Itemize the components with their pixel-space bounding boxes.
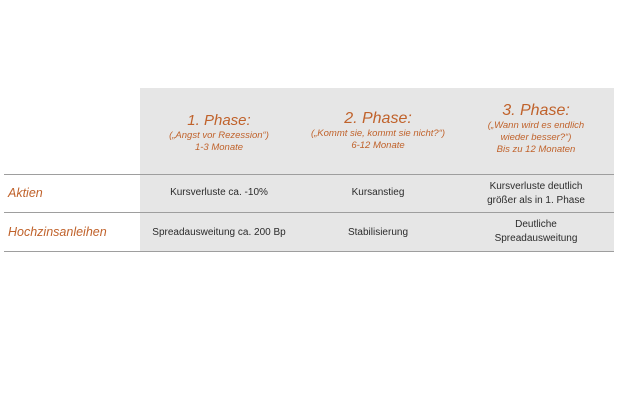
- phase-2-subtitle: („Kommt sie, kommt sie nicht?“): [310, 128, 446, 139]
- phase-3-duration: Bis zu 12 Monaten: [496, 144, 576, 155]
- phase-1-title: 1. Phase:: [187, 112, 251, 129]
- phase-3-subtitle-line1: („Wann wird es endlich: [487, 120, 585, 131]
- cell-hochzins-phase-2: Stabilisierung: [347, 227, 409, 238]
- phase-1-duration: 1-3 Monate: [194, 142, 244, 153]
- phase-2-title: 2. Phase:: [344, 110, 412, 127]
- cell-aktien-phase-3: [458, 180, 614, 208]
- row-label-aktien: Aktien: [8, 186, 43, 200]
- phase-1-subtitle: („Angst vor Rezession“): [169, 130, 269, 141]
- cell-aktien-phase-3-line1: Kursverluste deutlich: [489, 181, 583, 192]
- column-header-phase-3: [458, 88, 614, 174]
- cell-aktien-phase-3-line2: größer als in 1. Phase: [487, 195, 585, 206]
- cell-hochzins-phase-3-line1: Deutliche: [515, 219, 557, 230]
- row-divider: [4, 251, 614, 252]
- cell-hochzins-phase-3: [458, 218, 614, 246]
- column-header-phase-2: [298, 88, 458, 174]
- phase-2-duration: 6-12 Monate: [351, 140, 405, 151]
- cell-aktien-phase-2: Kursanstieg: [351, 187, 405, 198]
- row-divider: [4, 174, 614, 175]
- cell-hochzins-phase-1: Spreadausweitung ca. 200 Bp: [152, 227, 286, 238]
- row-divider: [4, 212, 614, 213]
- phase-3-subtitle-line2: wieder besser?“): [500, 132, 572, 143]
- phase-3-title: 3. Phase:: [502, 102, 570, 119]
- row-label-hochzinsanleihen: Hochzinsanleihen: [8, 225, 107, 239]
- cell-hochzins-phase-3-line2: Spreadausweitung: [494, 233, 578, 244]
- cell-aktien-phase-1: Kursverluste ca. -10%: [170, 187, 268, 198]
- column-header-phase-1: [140, 88, 298, 174]
